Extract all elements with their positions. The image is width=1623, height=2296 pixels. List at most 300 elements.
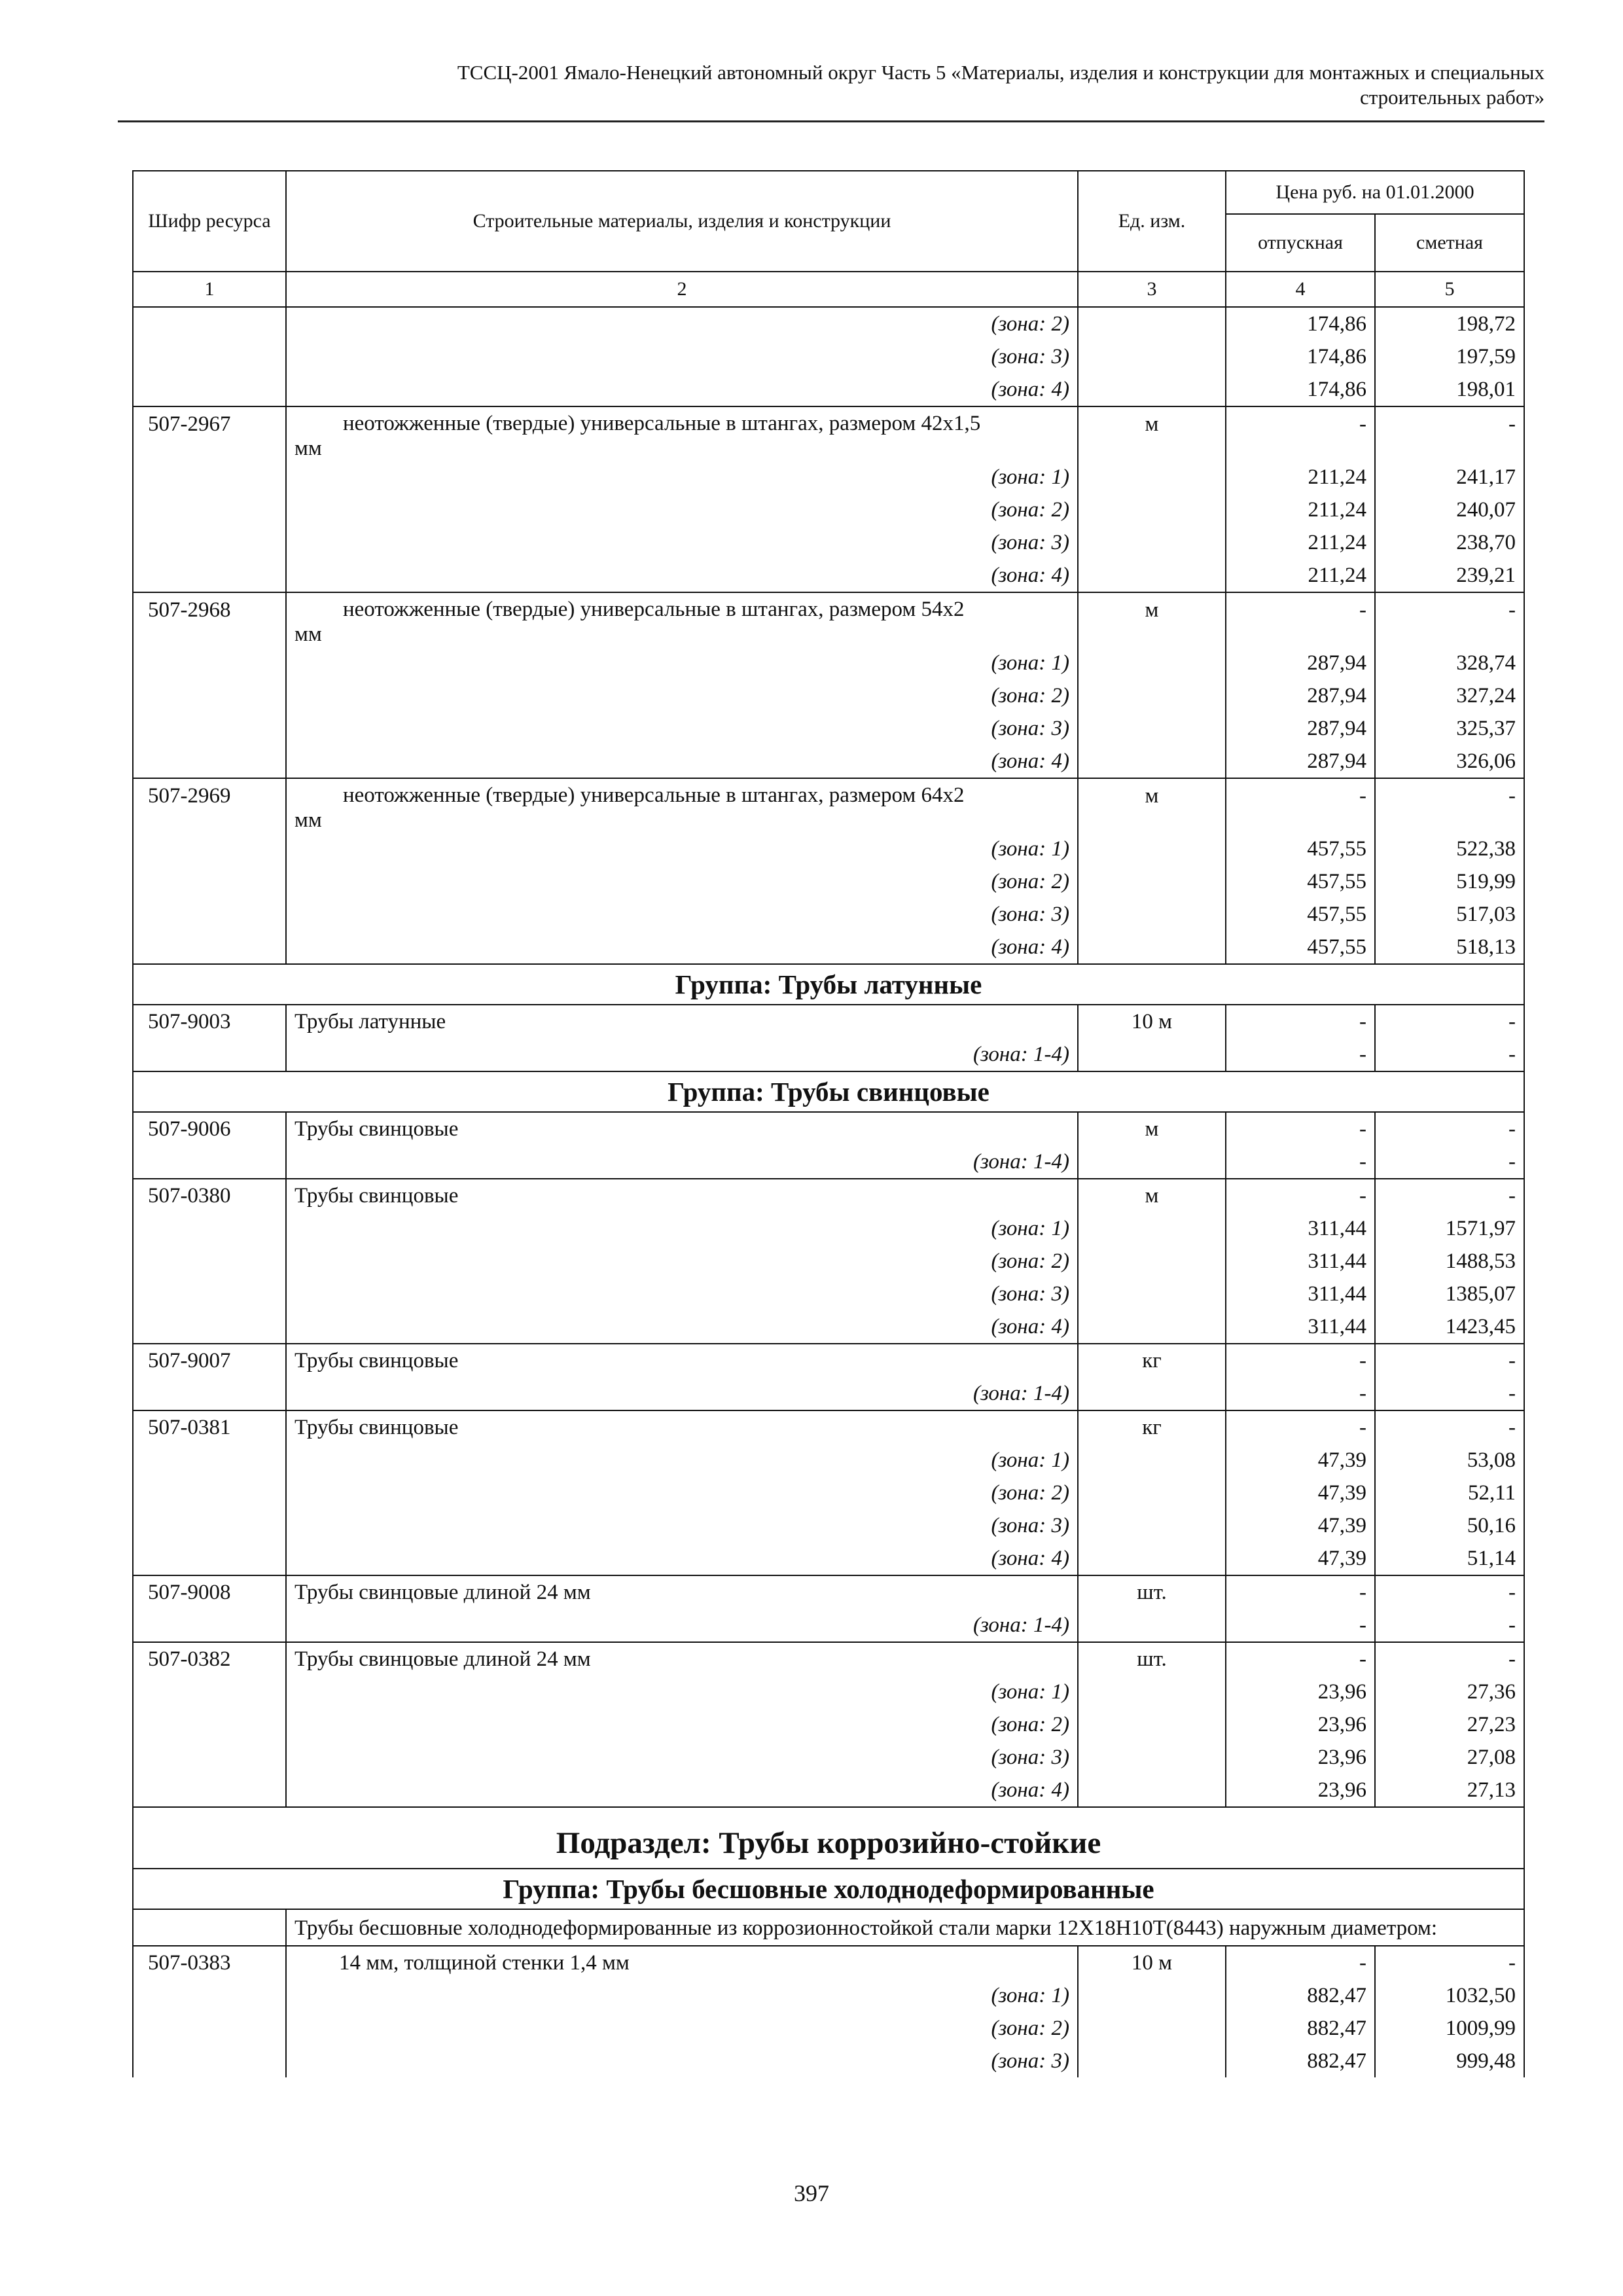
zone-row (133, 340, 1524, 373)
cell-unit (1078, 461, 1226, 493)
item-row (133, 778, 1524, 833)
cell-zone: (зона: 2) (286, 307, 1078, 340)
cell-release-price: 287,94 (1226, 745, 1375, 778)
zone-row (133, 559, 1524, 592)
cell-code (133, 1477, 286, 1509)
cell-estimate-price: 198,72 (1375, 307, 1524, 340)
cell-zone: (зона: 2) (286, 2012, 1078, 2045)
cell-unit (1078, 373, 1226, 406)
zone-row (133, 1278, 1524, 1310)
page-number: 397 (794, 2180, 829, 2206)
cell-zone: (зона: 1-4) (286, 1377, 1078, 1410)
cell-unit (1078, 1542, 1226, 1575)
col-header-estimate: сметная (1375, 214, 1524, 272)
cell-estimate-price: 1423,45 (1375, 1310, 1524, 1344)
cell-release-price: 211,24 (1226, 526, 1375, 559)
zone-row (133, 712, 1524, 745)
table-header (133, 171, 1524, 307)
cell-unit: шт. (1078, 1642, 1226, 1676)
cell-estimate-price: 241,17 (1375, 461, 1524, 493)
cell-zone: (зона: 1) (286, 1212, 1078, 1245)
cell-name: Трубы свинцовые (286, 1179, 1078, 1212)
cell-zone: (зона: 2) (286, 865, 1078, 898)
cell-zone: (зона: 1) (286, 1444, 1078, 1477)
cell-release-price: 211,24 (1226, 493, 1375, 526)
zone-row (133, 526, 1524, 559)
zone-row (133, 1377, 1524, 1410)
cell-release-price: 211,24 (1226, 559, 1375, 592)
header-rule (118, 120, 1544, 122)
cell-release-price: 47,39 (1226, 1477, 1375, 1509)
cell-name: 14 мм, толщиной стенки 1,4 мм (286, 1946, 1078, 1979)
cell-release-price: - (1226, 406, 1375, 461)
cell-release-price: - (1226, 778, 1375, 833)
col-header-code: Шифр ресурса (133, 171, 286, 272)
cell-name (286, 778, 1078, 833)
cell-code (133, 1708, 286, 1741)
zone-row (133, 461, 1524, 493)
group-heading-seamless: Группа: Трубы бесшовные холоднодеформированные (133, 1869, 1524, 1909)
zone-row (133, 2012, 1524, 2045)
col-header-unit: Ед. изм. (1078, 171, 1226, 272)
cell-code (133, 865, 286, 898)
cell-estimate-price: - (1375, 1038, 1524, 1071)
cell-zone: (зона: 4) (286, 373, 1078, 406)
cell-code (133, 1676, 286, 1708)
table-body (133, 307, 1524, 2077)
cell-code: 507-0382 (133, 1642, 286, 1676)
header-line-2: строительных работ» (1359, 86, 1544, 109)
cell-unit (1078, 1310, 1226, 1344)
cell-unit (1078, 1145, 1226, 1179)
cell-release-price: 457,55 (1226, 931, 1375, 964)
cell-unit: м (1078, 592, 1226, 647)
item-name-line-2: мм (294, 622, 322, 646)
cell-estimate-price: 517,03 (1375, 898, 1524, 931)
cell-unit: шт. (1078, 1575, 1226, 1609)
cell-code: 507-9006 (133, 1112, 286, 1145)
zone-row (133, 1774, 1524, 1807)
cell-unit (1078, 1212, 1226, 1245)
cell-code (133, 1979, 286, 2012)
cell-estimate-price: 27,36 (1375, 1676, 1524, 1708)
cell-release-price: 47,39 (1226, 1444, 1375, 1477)
cell-unit (1078, 493, 1226, 526)
cell-release-price: - (1226, 1005, 1375, 1038)
group-heading-row (133, 1071, 1524, 1112)
cell-unit (1078, 745, 1226, 778)
cell-release-price: 23,96 (1226, 1708, 1375, 1741)
zone-row (133, 1609, 1524, 1642)
cell-zone: (зона: 3) (286, 712, 1078, 745)
cell-estimate-price: 51,14 (1375, 1542, 1524, 1575)
cell-unit (1078, 1609, 1226, 1642)
cell-name: Трубы свинцовые длиной 24 мм (286, 1642, 1078, 1676)
item-row (133, 406, 1524, 461)
cell-code (133, 307, 286, 340)
cell-release-price: 311,44 (1226, 1212, 1375, 1245)
zone-row (133, 931, 1524, 964)
cell-zone: (зона: 3) (286, 898, 1078, 931)
cell-release-price: - (1226, 1642, 1375, 1676)
group-heading-row (133, 964, 1524, 1005)
cell-estimate-price: - (1375, 1642, 1524, 1676)
cell-estimate-price: - (1375, 1377, 1524, 1410)
cell-zone: (зона: 4) (286, 1310, 1078, 1344)
cell-estimate-price: 239,21 (1375, 559, 1524, 592)
cell-unit: 10 м (1078, 1005, 1226, 1038)
cell-release-price: 287,94 (1226, 647, 1375, 679)
cell-release-price: - (1226, 1609, 1375, 1642)
cell-unit (1078, 559, 1226, 592)
cell-unit: кг (1078, 1344, 1226, 1377)
cell-estimate-price: 52,11 (1375, 1477, 1524, 1509)
cell-estimate-price: 197,59 (1375, 340, 1524, 373)
cell-estimate-price: 1032,50 (1375, 1979, 1524, 2012)
cell-code: 507-2967 (133, 406, 286, 461)
cell-release-price: 47,39 (1226, 1542, 1375, 1575)
cell-estimate-price: 50,16 (1375, 1509, 1524, 1542)
cell-unit (1078, 1774, 1226, 1807)
cell-estimate-price: 519,99 (1375, 865, 1524, 898)
zone-row (133, 1145, 1524, 1179)
cell-zone: (зона: 3) (286, 1509, 1078, 1542)
cell-estimate-price: - (1375, 1344, 1524, 1377)
zone-row (133, 2045, 1524, 2077)
cell-unit: 10 м (1078, 1946, 1226, 1979)
cell-release-price: - (1226, 1112, 1375, 1145)
zone-row (133, 1676, 1524, 1708)
cell-zone: (зона: 4) (286, 1542, 1078, 1575)
subsection-heading-row (133, 1807, 1524, 1869)
cell-code (133, 461, 286, 493)
zone-row (133, 1542, 1524, 1575)
item-name-line-1: неотожженные (твердые) универсальные в штангах, размером 54х2 (343, 598, 965, 621)
cell-estimate-price: 1385,07 (1375, 1278, 1524, 1310)
cell-unit (1078, 2012, 1226, 2045)
group-heading-row (133, 1869, 1524, 1909)
zone-row (133, 679, 1524, 712)
cell-code (133, 2012, 286, 2045)
cell-code (133, 1509, 286, 1542)
cell-unit (1078, 1038, 1226, 1071)
cell-estimate-price: - (1375, 406, 1524, 461)
cell-estimate-price: 522,38 (1375, 833, 1524, 865)
cell-zone: (зона: 3) (286, 1278, 1078, 1310)
cell-estimate-price: 27,23 (1375, 1708, 1524, 1741)
cell-estimate-price: - (1375, 592, 1524, 647)
cell-unit: м (1078, 778, 1226, 833)
price-table (132, 170, 1525, 2077)
zone-row (133, 373, 1524, 406)
zone-row (133, 1038, 1524, 1071)
cell-estimate-price: - (1375, 1005, 1524, 1038)
cell-release-price: 287,94 (1226, 712, 1375, 745)
zone-row (133, 833, 1524, 865)
zone-row (133, 1979, 1524, 2012)
cell-unit (1078, 712, 1226, 745)
cell-release-price: 211,24 (1226, 461, 1375, 493)
cell-release-price: 457,55 (1226, 898, 1375, 931)
cell-zone: (зона: 3) (286, 2045, 1078, 2077)
intro-text: Трубы бесшовные холоднодеформированные из коррозионностойкой стали марки 12Х18Н10Т(8443) наружным диаметром: (286, 1909, 1524, 1946)
item-row (133, 1946, 1524, 1979)
item-row (133, 1575, 1524, 1609)
cell-unit (1078, 1979, 1226, 2012)
cell-release-price: - (1226, 1179, 1375, 1212)
cell-zone: (зона: 1) (286, 461, 1078, 493)
cell-code (133, 1278, 286, 1310)
cell-estimate-price: 328,74 (1375, 647, 1524, 679)
cell-name: Трубы свинцовые (286, 1112, 1078, 1145)
header-line-1: ТССЦ-2001 Ямало-Ненецкий автономный округ Часть 5 «Материалы, изделия и конструкции для монтажных и специальных (457, 61, 1544, 84)
cell-unit: м (1078, 1112, 1226, 1145)
cell-code (133, 1909, 286, 1946)
cell-unit (1078, 307, 1226, 340)
group-heading-lead: Группа: Трубы свинцовые (133, 1071, 1524, 1112)
cell-estimate-price: 518,13 (1375, 931, 1524, 964)
zone-row (133, 647, 1524, 679)
cell-estimate-price: 198,01 (1375, 373, 1524, 406)
cell-zone: (зона: 1) (286, 647, 1078, 679)
cell-code: 507-2968 (133, 592, 286, 647)
cell-code: 507-0380 (133, 1179, 286, 1212)
cell-estimate-price: 27,08 (1375, 1741, 1524, 1774)
cell-unit (1078, 1509, 1226, 1542)
col-header-release: отпускная (1226, 214, 1375, 272)
cell-code (133, 931, 286, 964)
cell-code (133, 373, 286, 406)
cell-release-price: 311,44 (1226, 1245, 1375, 1278)
cell-unit (1078, 647, 1226, 679)
zone-row (133, 745, 1524, 778)
col-number-4: 4 (1226, 272, 1375, 307)
zone-row (133, 1212, 1524, 1245)
item-name-line-1: неотожженные (твердые) универсальные в штангах, размером 42х1,5 (343, 412, 981, 435)
zone-row (133, 1310, 1524, 1344)
cell-zone: (зона: 1) (286, 1979, 1078, 2012)
item-row (133, 1112, 1524, 1145)
cell-zone: (зона: 3) (286, 1741, 1078, 1774)
cell-code (133, 340, 286, 373)
cell-code (133, 1774, 286, 1807)
cell-release-price: 174,86 (1226, 373, 1375, 406)
cell-release-price: 174,86 (1226, 307, 1375, 340)
cell-zone: (зона: 4) (286, 1774, 1078, 1807)
cell-unit (1078, 1477, 1226, 1509)
cell-code (133, 1245, 286, 1278)
cell-zone: (зона: 4) (286, 559, 1078, 592)
zone-row (133, 1741, 1524, 1774)
cell-estimate-price: 1009,99 (1375, 2012, 1524, 2045)
cell-code (133, 647, 286, 679)
cell-unit (1078, 865, 1226, 898)
cell-estimate-price: - (1375, 1410, 1524, 1444)
cell-unit (1078, 898, 1226, 931)
zone-row (133, 307, 1524, 340)
zone-row (133, 1245, 1524, 1278)
item-row (133, 1344, 1524, 1377)
cell-estimate-price: 999,48 (1375, 2045, 1524, 2077)
col-header-name: Строительные материалы, изделия и конструкции (286, 171, 1078, 272)
cell-code (133, 1212, 286, 1245)
cell-release-price: 882,47 (1226, 1979, 1375, 2012)
cell-zone: (зона: 3) (286, 340, 1078, 373)
cell-unit (1078, 2045, 1226, 2077)
item-row (133, 1642, 1524, 1676)
cell-estimate-price: 325,37 (1375, 712, 1524, 745)
cell-unit (1078, 1278, 1226, 1310)
cell-unit (1078, 1444, 1226, 1477)
cell-zone: (зона: 2) (286, 1477, 1078, 1509)
cell-name (286, 406, 1078, 461)
cell-unit: м (1078, 1179, 1226, 1212)
cell-zone: (зона: 2) (286, 679, 1078, 712)
cell-code (133, 2045, 286, 2077)
cell-estimate-price: - (1375, 1179, 1524, 1212)
cell-code (133, 712, 286, 745)
cell-estimate-price: 238,70 (1375, 526, 1524, 559)
cell-code (133, 493, 286, 526)
item-name-line-1: неотожженные (твердые) универсальные в штангах, размером 64х2 (343, 783, 965, 807)
cell-code: 507-0381 (133, 1410, 286, 1444)
cell-unit (1078, 1708, 1226, 1741)
cell-code (133, 745, 286, 778)
cell-code: 507-9003 (133, 1005, 286, 1038)
cell-unit (1078, 833, 1226, 865)
cell-code: 507-9008 (133, 1575, 286, 1609)
intro-row (133, 1909, 1524, 1946)
cell-release-price: 23,96 (1226, 1774, 1375, 1807)
cell-zone: (зона: 2) (286, 493, 1078, 526)
item-name-line-2: мм (294, 808, 322, 832)
cell-unit (1078, 1245, 1226, 1278)
cell-zone: (зона: 2) (286, 1708, 1078, 1741)
cell-code (133, 833, 286, 865)
cell-estimate-price: 53,08 (1375, 1444, 1524, 1477)
cell-code: 507-2969 (133, 778, 286, 833)
cell-release-price: 457,55 (1226, 865, 1375, 898)
item-row (133, 1410, 1524, 1444)
cell-release-price: 311,44 (1226, 1310, 1375, 1344)
item-row (133, 592, 1524, 647)
cell-estimate-price: - (1375, 1112, 1524, 1145)
cell-zone: (зона: 1) (286, 833, 1078, 865)
cell-code: 507-0383 (133, 1946, 286, 1979)
cell-release-price: 23,96 (1226, 1676, 1375, 1708)
cell-release-price: - (1226, 1145, 1375, 1179)
col-number-1: 1 (133, 272, 286, 307)
cell-estimate-price: 326,06 (1375, 745, 1524, 778)
cell-estimate-price: - (1375, 778, 1524, 833)
cell-code (133, 1145, 286, 1179)
zone-row (133, 898, 1524, 931)
cell-code (133, 1741, 286, 1774)
cell-release-price: 287,94 (1226, 679, 1375, 712)
col-header-price: Цена руб. на 01.01.2000 (1226, 171, 1524, 214)
cell-release-price: 457,55 (1226, 833, 1375, 865)
cell-unit (1078, 526, 1226, 559)
cell-zone: (зона: 4) (286, 745, 1078, 778)
item-row (133, 1179, 1524, 1212)
subsection-heading: Подраздел: Трубы коррозийно-стойкие (133, 1807, 1524, 1869)
page-header (118, 60, 1544, 110)
cell-zone: (зона: 2) (286, 1245, 1078, 1278)
cell-name: Трубы свинцовые (286, 1344, 1078, 1377)
cell-zone: (зона: 1-4) (286, 1145, 1078, 1179)
cell-zone: (зона: 1-4) (286, 1038, 1078, 1071)
cell-code (133, 1310, 286, 1344)
cell-code (133, 559, 286, 592)
cell-release-price: 23,96 (1226, 1741, 1375, 1774)
cell-unit (1078, 1377, 1226, 1410)
cell-zone: (зона: 1) (286, 1676, 1078, 1708)
cell-code (133, 1542, 286, 1575)
cell-estimate-price: - (1375, 1145, 1524, 1179)
cell-unit (1078, 1676, 1226, 1708)
cell-estimate-price: 1571,97 (1375, 1212, 1524, 1245)
zone-row (133, 865, 1524, 898)
cell-release-price: 882,47 (1226, 2045, 1375, 2077)
cell-release-price: - (1226, 1377, 1375, 1410)
cell-release-price: 174,86 (1226, 340, 1375, 373)
item-row (133, 1005, 1524, 1038)
cell-estimate-price: - (1375, 1946, 1524, 1979)
cell-zone: (зона: 3) (286, 526, 1078, 559)
cell-unit (1078, 679, 1226, 712)
cell-release-price: 882,47 (1226, 2012, 1375, 2045)
cell-code (133, 1377, 286, 1410)
cell-code (133, 1444, 286, 1477)
cell-estimate-price: - (1375, 1575, 1524, 1609)
cell-release-price: - (1226, 1038, 1375, 1071)
cell-code (133, 679, 286, 712)
cell-code (133, 1609, 286, 1642)
cell-zone: (зона: 4) (286, 931, 1078, 964)
cell-estimate-price: - (1375, 1609, 1524, 1642)
cell-release-price: - (1226, 1946, 1375, 1979)
col-number-5: 5 (1375, 272, 1524, 307)
cell-unit (1078, 340, 1226, 373)
cell-estimate-price: 27,13 (1375, 1774, 1524, 1807)
zone-row (133, 1477, 1524, 1509)
cell-code (133, 526, 286, 559)
cell-unit (1078, 1741, 1226, 1774)
cell-code (133, 1038, 286, 1071)
cell-code: 507-9007 (133, 1344, 286, 1377)
cell-code (133, 898, 286, 931)
cell-release-price: - (1226, 1410, 1375, 1444)
col-number-3: 3 (1078, 272, 1226, 307)
col-number-2: 2 (286, 272, 1078, 307)
cell-name: Трубы латунные (286, 1005, 1078, 1038)
cell-zone: (зона: 1-4) (286, 1609, 1078, 1642)
zone-row (133, 1509, 1524, 1542)
cell-name: Трубы свинцовые (286, 1410, 1078, 1444)
zone-row (133, 493, 1524, 526)
cell-name: Трубы свинцовые длиной 24 мм (286, 1575, 1078, 1609)
zone-row (133, 1444, 1524, 1477)
cell-estimate-price: 327,24 (1375, 679, 1524, 712)
cell-unit: м (1078, 406, 1226, 461)
cell-release-price: - (1226, 1344, 1375, 1377)
cell-release-price: - (1226, 592, 1375, 647)
cell-name (286, 592, 1078, 647)
item-name-line-2: мм (294, 437, 322, 460)
cell-estimate-price: 240,07 (1375, 493, 1524, 526)
cell-release-price: - (1226, 1575, 1375, 1609)
group-heading-brass: Группа: Трубы латунные (133, 964, 1524, 1005)
